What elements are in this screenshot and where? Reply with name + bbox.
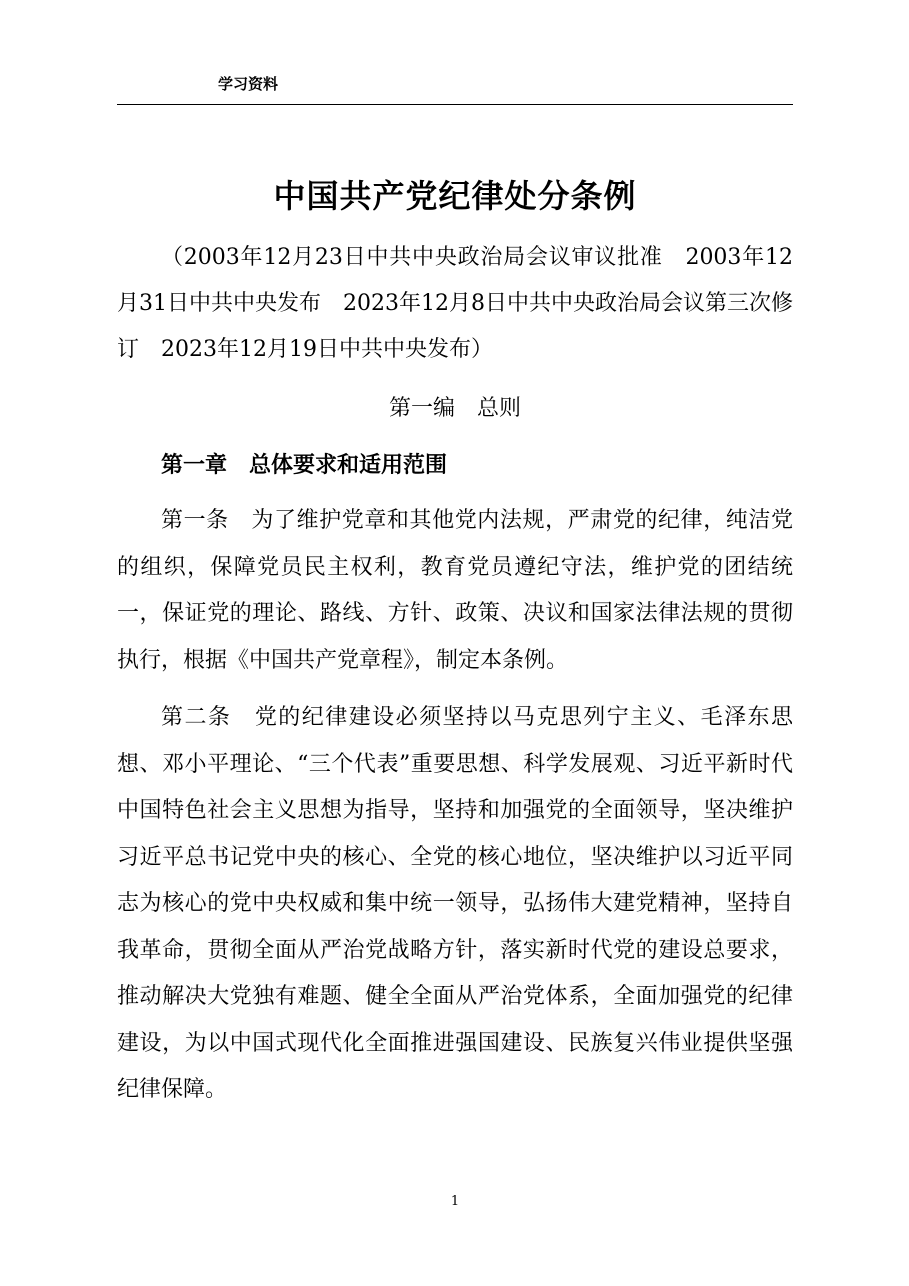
page-number: 1 <box>450 1194 460 1209</box>
document-title: 中国共产党纪律处分条例 <box>273 177 637 215</box>
document-subtitle: （2003年12月23日中共中央政治局会议审议批准 2003年12月31日中共中央发布 2023年12月8日中共中央政治局会议第三次修订 2023年12月19日中共中央发布） <box>117 245 793 362</box>
header-divider <box>117 104 793 105</box>
chapter-heading: 第一章 总体要求和适用范围 <box>161 453 448 478</box>
part-heading: 第一编 总则 <box>388 396 521 421</box>
article-paragraph: 第二条 党的纪律建设必须坚持以马克思列宁主义、毛泽东思想、邓小平理论、“三个代表”重要思想、科学发展观、习近平新时代中国特色社会主义思想为指导，坚持和加强党的全面领导，坚决维护习近平总书记党中央的核心、全党的核心地位，坚决维护以习近平同志为核心的党中央权威和集中统一领导，弘扬伟大建党精神，坚持自我革命，贯彻全面从严治党战略方针，落实新时代党的建设总要求，推动解决大党独有难题、健全全面从严治党体系，全面加强党的纪律建设，为以中国式现代化全面推进强国建设、民族复兴伟业提供坚强纪律保障。 <box>117 705 793 1102</box>
header-label: 学习资料 <box>218 75 279 93</box>
article-paragraph: 第一条 为了维护党章和其他党内法规，严肃党的纪律，纯洁党的组织，保障党员民主权利，教育党员遵纪守法，维护党的团结统一，保证党的理论、路线、方针、政策、决议和国家法律法规的贯彻执行，根据《中国共产党章程》，制定本条例。 <box>117 508 793 673</box>
